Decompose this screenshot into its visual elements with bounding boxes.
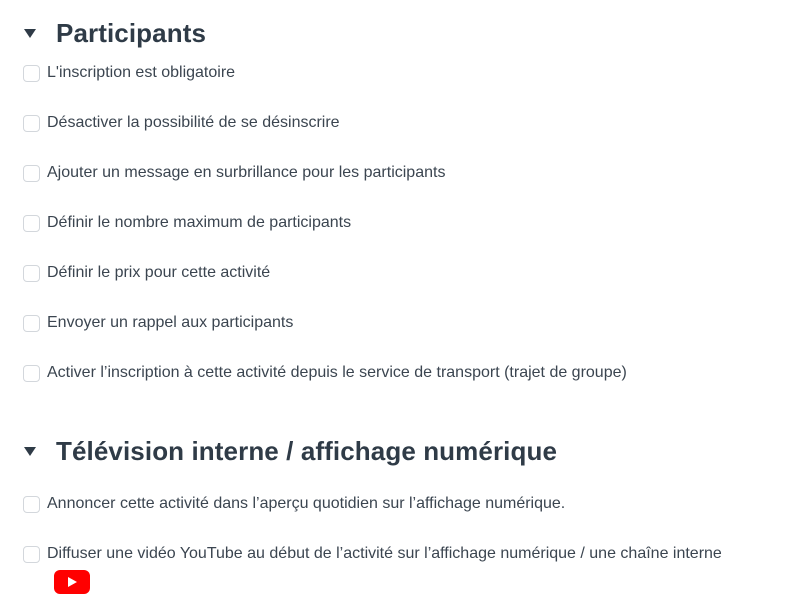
section-header-participants[interactable] [22, 18, 206, 49]
option-send-reminder[interactable] [23, 314, 293, 332]
option-set-price[interactable] [23, 264, 270, 282]
option-announce-daily-overview[interactable] [23, 495, 565, 513]
checkbox[interactable] [23, 115, 40, 132]
caret-down-icon[interactable] [24, 447, 36, 456]
checkbox[interactable] [23, 215, 40, 232]
option-transport-registration[interactable] [23, 364, 627, 382]
checkbox[interactable] [23, 265, 40, 282]
section-header-digital-signage[interactable] [22, 436, 557, 467]
option-label: Ajouter un message en surbrillance pour les participants [47, 164, 446, 181]
option-label: Définir le prix pour cette activité [47, 264, 271, 281]
play-icon [66, 576, 78, 588]
section-title: Télévision interne / affichage numérique [56, 436, 558, 466]
checkbox[interactable] [23, 546, 40, 563]
option-label: Activer l’inscription à cette activité depuis le service de transport (trajet de groupe) [47, 364, 627, 381]
section-title: Participants [56, 18, 207, 48]
option-registration-required[interactable] [23, 64, 235, 82]
option-highlight-message[interactable] [23, 164, 445, 182]
youtube-icon [54, 570, 90, 594]
checkbox[interactable] [23, 496, 40, 513]
option-label: Diffuser une vidéo YouTube au début de l’activité sur l’affichage numérique / une chaîne interne [47, 545, 722, 562]
checkbox[interactable] [23, 315, 40, 332]
option-label: L'inscription est obligatoire [47, 64, 236, 81]
checkbox[interactable] [23, 65, 40, 82]
option-label: Définir le nombre maximum de participants [47, 214, 352, 231]
option-disable-unregister[interactable] [23, 114, 340, 132]
option-label: Annoncer cette activité dans l’aperçu quotidien sur l’affichage numérique. [47, 495, 566, 512]
option-label: Envoyer un rappel aux participants [47, 314, 294, 331]
checkbox[interactable] [23, 165, 40, 182]
option-max-participants[interactable] [23, 214, 351, 232]
caret-down-icon[interactable] [24, 29, 36, 38]
option-youtube-video[interactable] [23, 545, 722, 563]
checkbox[interactable] [23, 365, 40, 382]
option-label: Désactiver la possibilité de se désinscrire [47, 114, 340, 131]
